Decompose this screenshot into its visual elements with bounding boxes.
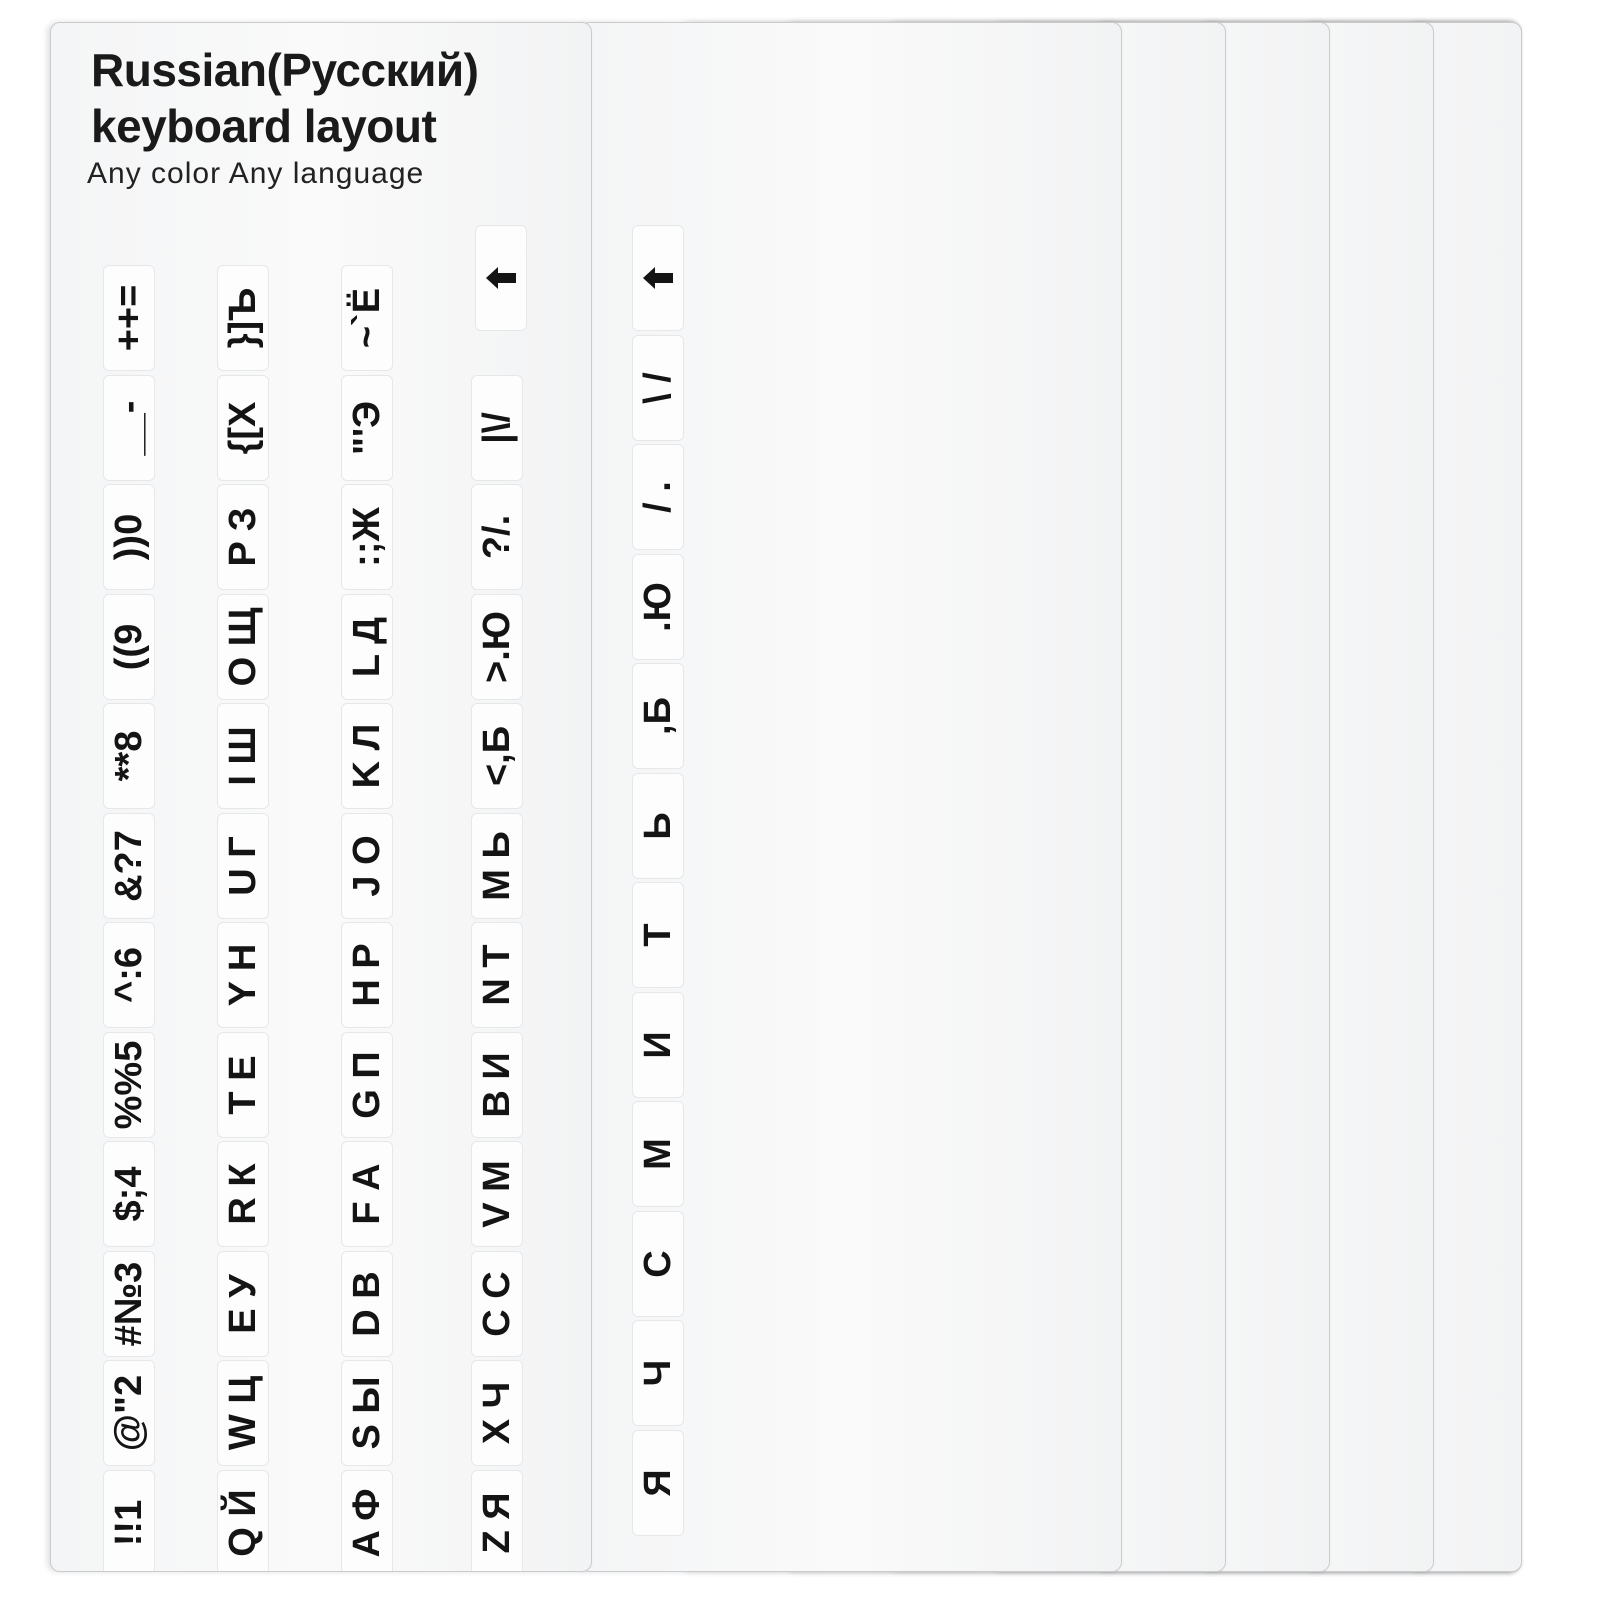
- key-glyph: ))0: [108, 513, 150, 561]
- key-glyph: F А: [346, 1163, 388, 1225]
- key-glyph: ?/.: [476, 514, 518, 560]
- key-glyph: __-: [108, 400, 150, 455]
- key-glyph: <,Б: [476, 725, 518, 787]
- key-sticker: [103, 375, 155, 481]
- key-sticker: [341, 484, 393, 590]
- key-sticker: [341, 703, 393, 809]
- key-glyph: P З: [222, 507, 264, 567]
- key-glyph: ((9: [108, 623, 150, 670]
- backspace-arrow-icon: [484, 265, 518, 291]
- key-sticker: [341, 1470, 393, 1573]
- key-sticker: [632, 663, 684, 769]
- key-glyph: Я: [637, 1468, 679, 1497]
- key-glyph: .Ю: [637, 581, 679, 632]
- key-glyph: %%5: [108, 1040, 150, 1129]
- key-sticker: [341, 375, 393, 481]
- key-sticker: [341, 1360, 393, 1466]
- key-backspace: [475, 225, 527, 331]
- key-glyph: L Д: [346, 616, 388, 677]
- key-sticker: [217, 703, 269, 809]
- key-sticker: [341, 1251, 393, 1357]
- key-sticker: [103, 484, 155, 590]
- key-sticker: [471, 1360, 523, 1466]
- key-sticker: [471, 594, 523, 700]
- key-sticker: [217, 813, 269, 919]
- key-sticker: [103, 1032, 155, 1138]
- key-glyph: |\/: [476, 411, 518, 444]
- key-sticker: [217, 922, 269, 1028]
- key-glyph: C С: [476, 1270, 518, 1337]
- key-glyph: X Ч: [476, 1381, 518, 1445]
- key-glyph: J О: [346, 834, 388, 897]
- backspace-arrow-icon: [641, 265, 675, 291]
- key-sticker: [632, 444, 684, 550]
- key-glyph: &?7: [108, 829, 150, 902]
- key-sticker: [632, 554, 684, 660]
- key-sticker: [103, 813, 155, 919]
- key-glyph: U Г: [222, 835, 264, 896]
- key-glyph: @"2: [108, 1374, 150, 1452]
- key-sticker: [103, 703, 155, 809]
- key-glyph: E У: [222, 1273, 264, 1334]
- key-glyph: I Ш: [222, 726, 264, 786]
- key-glyph: T Е: [222, 1054, 264, 1115]
- key-glyph: С: [637, 1249, 679, 1278]
- sheet-title: Russian(Русский): [91, 44, 479, 96]
- key-sticker: [217, 375, 269, 481]
- key-sticker: [471, 813, 523, 919]
- key-glyph: B И: [476, 1051, 518, 1118]
- key-glyph: И: [637, 1030, 679, 1059]
- key-sticker: [632, 1211, 684, 1317]
- key-sticker: [217, 1141, 269, 1247]
- key-sticker: [217, 1251, 269, 1357]
- key-sticker: [341, 1141, 393, 1247]
- key-sticker: [341, 922, 393, 1028]
- key-sticker: [471, 1032, 523, 1138]
- key-glyph: R К: [222, 1163, 264, 1225]
- key-glyph: A Ф: [346, 1487, 388, 1558]
- key-sticker: [103, 594, 155, 700]
- key-glyph: D В: [346, 1270, 388, 1337]
- key-glyph: ~`Ё: [346, 287, 388, 349]
- key-sticker: [341, 594, 393, 700]
- key-sticker: [103, 1251, 155, 1357]
- key-glyph: W Ц: [222, 1375, 264, 1451]
- key-glyph: !!1: [108, 1499, 150, 1546]
- key-backspace: [632, 225, 684, 331]
- key-sticker: [103, 265, 155, 371]
- key-sticker: [103, 1141, 155, 1247]
- key-glyph: Q Й: [222, 1488, 264, 1557]
- key-glyph: :;Ж: [346, 507, 388, 567]
- sticker-sheet-back-1: [580, 22, 1122, 1572]
- sheet-subtitle: Any color Any language: [87, 157, 425, 190]
- key-glyph: V М: [476, 1160, 518, 1228]
- key-glyph: Ь: [637, 811, 679, 840]
- sheet-title-line-2: keyboard layout: [91, 100, 437, 152]
- key-sticker: [103, 1360, 155, 1466]
- key-glyph: / .: [637, 481, 679, 513]
- key-glyph: M Ь: [476, 830, 518, 901]
- key-sticker: [341, 265, 393, 371]
- key-glyph: {[Х: [222, 401, 264, 454]
- key-glyph: H Р: [346, 943, 388, 1007]
- key-glyph: G П: [346, 1050, 388, 1119]
- key-glyph: "'Э: [346, 400, 388, 455]
- key-glyph: O Щ: [222, 607, 264, 686]
- key-glyph: }]Ъ: [222, 287, 264, 349]
- key-sticker: [471, 1141, 523, 1247]
- key-sticker: [632, 992, 684, 1098]
- key-sticker: [632, 1320, 684, 1426]
- key-sticker: [632, 335, 684, 441]
- key-glyph: \ /: [637, 371, 679, 404]
- key-glyph: #№3: [108, 1261, 150, 1346]
- key-glyph: Z Я: [476, 1491, 518, 1554]
- key-glyph: Т: [637, 923, 679, 947]
- key-sticker: [632, 1101, 684, 1207]
- key-glyph: ++=: [108, 284, 150, 352]
- key-sticker: [632, 1430, 684, 1536]
- key-sticker: [217, 1032, 269, 1138]
- key-sticker: [217, 1360, 269, 1466]
- key-sticker: [471, 703, 523, 809]
- key-glyph: Ч: [637, 1359, 679, 1387]
- key-glyph: ^:6: [108, 947, 150, 1003]
- key-sticker: [632, 773, 684, 879]
- key-glyph: $;4: [108, 1166, 150, 1222]
- key-sticker: [103, 1470, 155, 1573]
- key-sticker: [471, 922, 523, 1028]
- key-sticker: [471, 1470, 523, 1573]
- key-sticker: [471, 375, 523, 481]
- key-sticker: [217, 484, 269, 590]
- key-sticker: [341, 1032, 393, 1138]
- key-sticker: [217, 594, 269, 700]
- key-glyph: М: [637, 1138, 679, 1170]
- key-sticker: [471, 484, 523, 590]
- key-glyph: N Т: [476, 944, 518, 1006]
- key-glyph: **8: [108, 730, 150, 782]
- key-glyph: Y Н: [222, 943, 264, 1007]
- key-sticker: [471, 1251, 523, 1357]
- key-glyph: >.Ю: [476, 610, 518, 683]
- key-sticker: [217, 1470, 269, 1573]
- key-sticker: [103, 922, 155, 1028]
- key-glyph: S Ы: [346, 1376, 388, 1450]
- key-glyph: K Л: [346, 723, 388, 789]
- key-sticker: [217, 265, 269, 371]
- sticker-sheet-front: [50, 22, 592, 1572]
- key-glyph: ,Б: [637, 697, 679, 735]
- key-sticker: [632, 882, 684, 988]
- key-sticker: [341, 813, 393, 919]
